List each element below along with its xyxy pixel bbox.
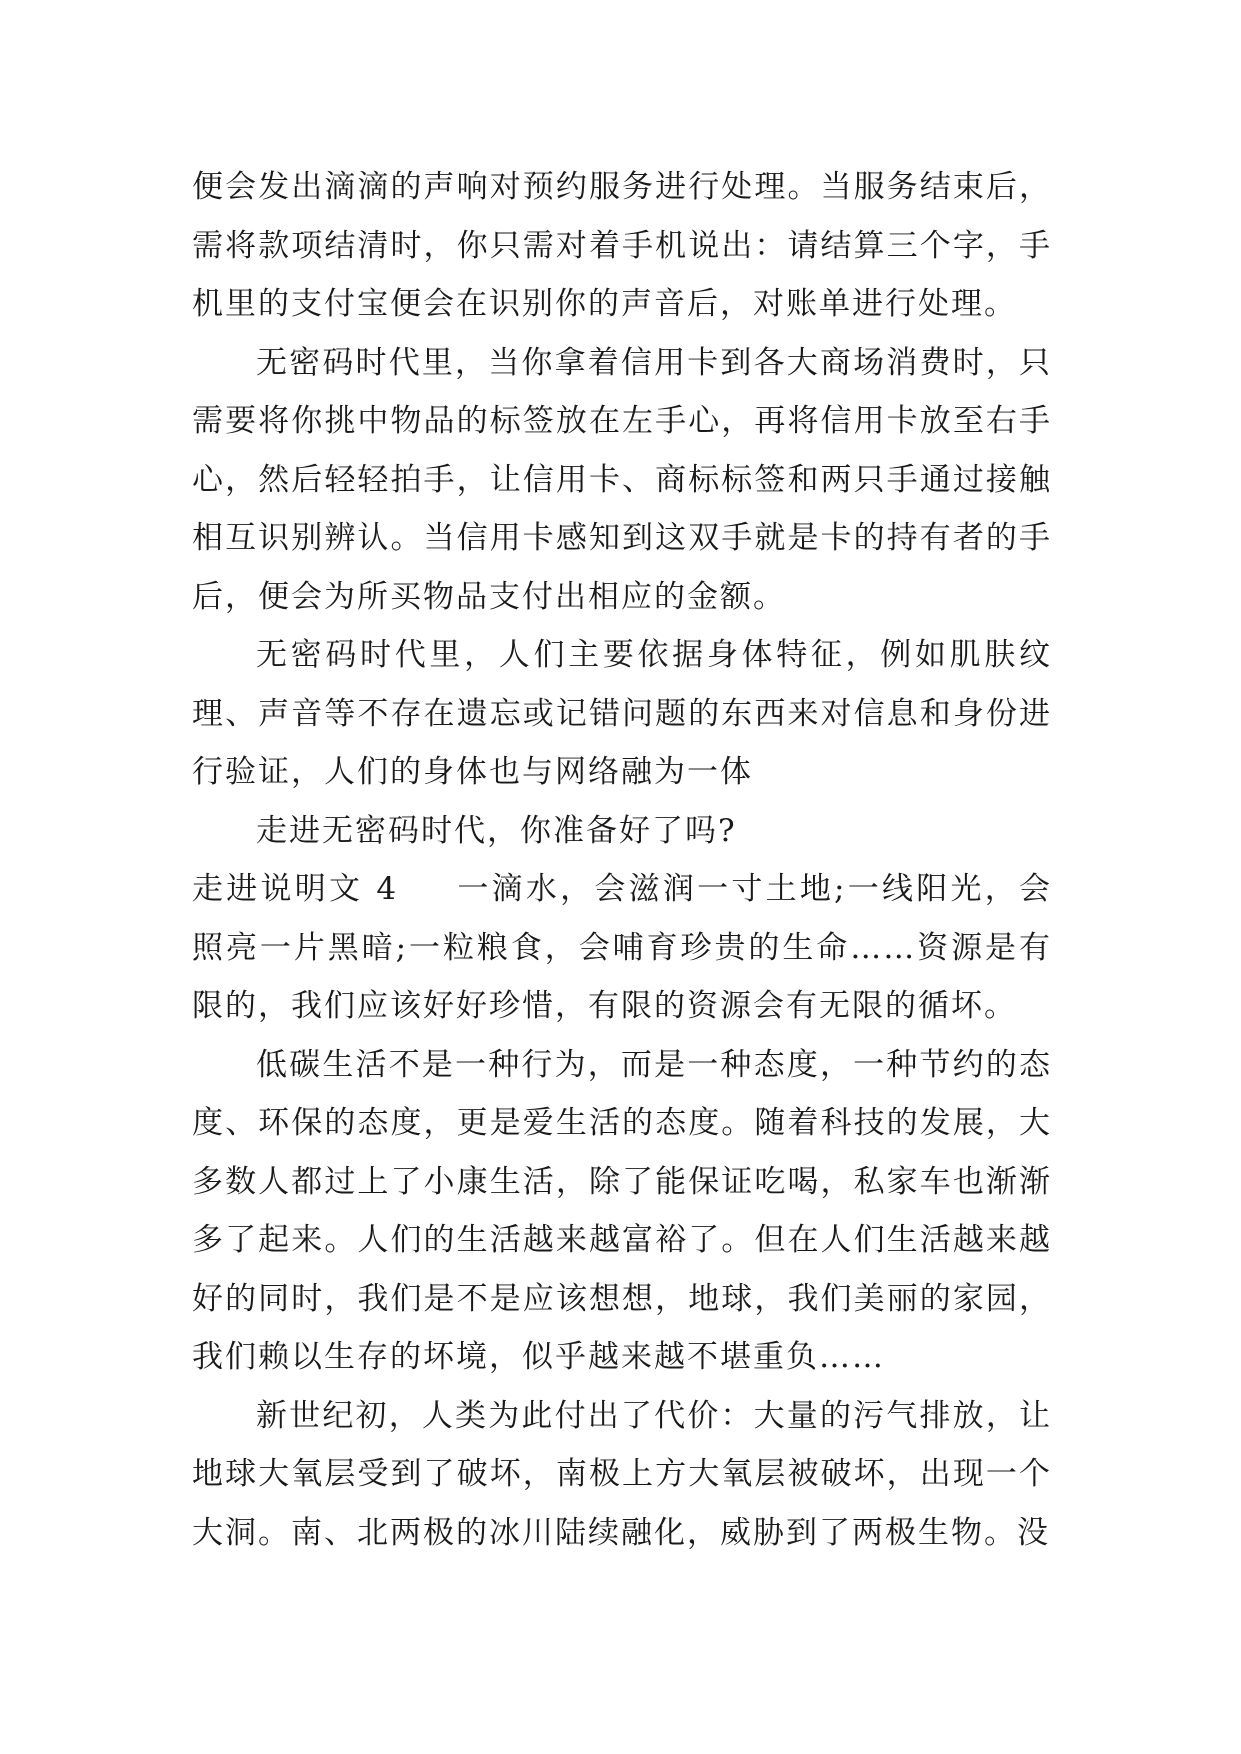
- section-heading: 走进说明文 4: [192, 871, 399, 907]
- document-body: [192, 158, 1052, 1562]
- paragraph-credit-card: 无密码时代里，当你拿着信用卡到各大商场消费时，只需要将你挑中物品的标签放在左手心，再将信用卡放至右手心，然后轻轻拍手，让信用卡、商标标签和两只手通过接触相互识别辨认。当信用卡感知到这双手就是卡的持有者的手后，便会为所买物品支付出相应的金额。: [192, 344, 1052, 615]
- paragraph-body-features: 无密码时代里，人们主要依据身体特征，例如肌肤纹理、声音等不存在遗忘或记错问题的东西来对信息和身份进行验证，人们的身体也与网络融为一体: [192, 637, 1052, 790]
- paragraph-question: 走进无密码时代，你准备好了吗?: [256, 812, 737, 849]
- paragraph-low-carbon: 低碳生活不是一种行为，而是一种态度，一种节约的态度、环保的态度，更是爱生活的态度。随着科技的发展，大多数人都过上了小康生活，除了能保证吃喝，私家车也渐渐多了起来。人们的生活越来越富裕了。但在人们生活越来越好的同时，我们是不是应该想想，地球，我们美丽的家园，我们赖以生存的坏境，似乎越来越不堪重负……: [192, 1046, 1052, 1375]
- paragraph-new-century: 新世纪初，人类为此付出了代价：大量的污气排放，让地球大氧层受到了破坏，南极上方大氧层被破坏，出现一个大洞。南、北两极的冰川陆续融化，威胁到了两极生物。没: [192, 1397, 1052, 1551]
- section-first-paragraph: [192, 860, 1052, 1036]
- paragraph-payment-voice: 便会发出滴滴的声响对预约服务进行处理。当服务结束后，需将款项结清时，你只需对着手机说出：请结算三个字，手机里的支付宝便会在识别你的声音后，对账单进行处理。: [192, 169, 1052, 322]
- section-first-text: 一滴水，会滋润一寸土地;一线阳光，会照亮一片黑暗;一粒粮食，会哺育珍贵的生命……资源是有限的，我们应该好好珍惜，有限的资源会有无限的循坏。: [192, 871, 1052, 1024]
